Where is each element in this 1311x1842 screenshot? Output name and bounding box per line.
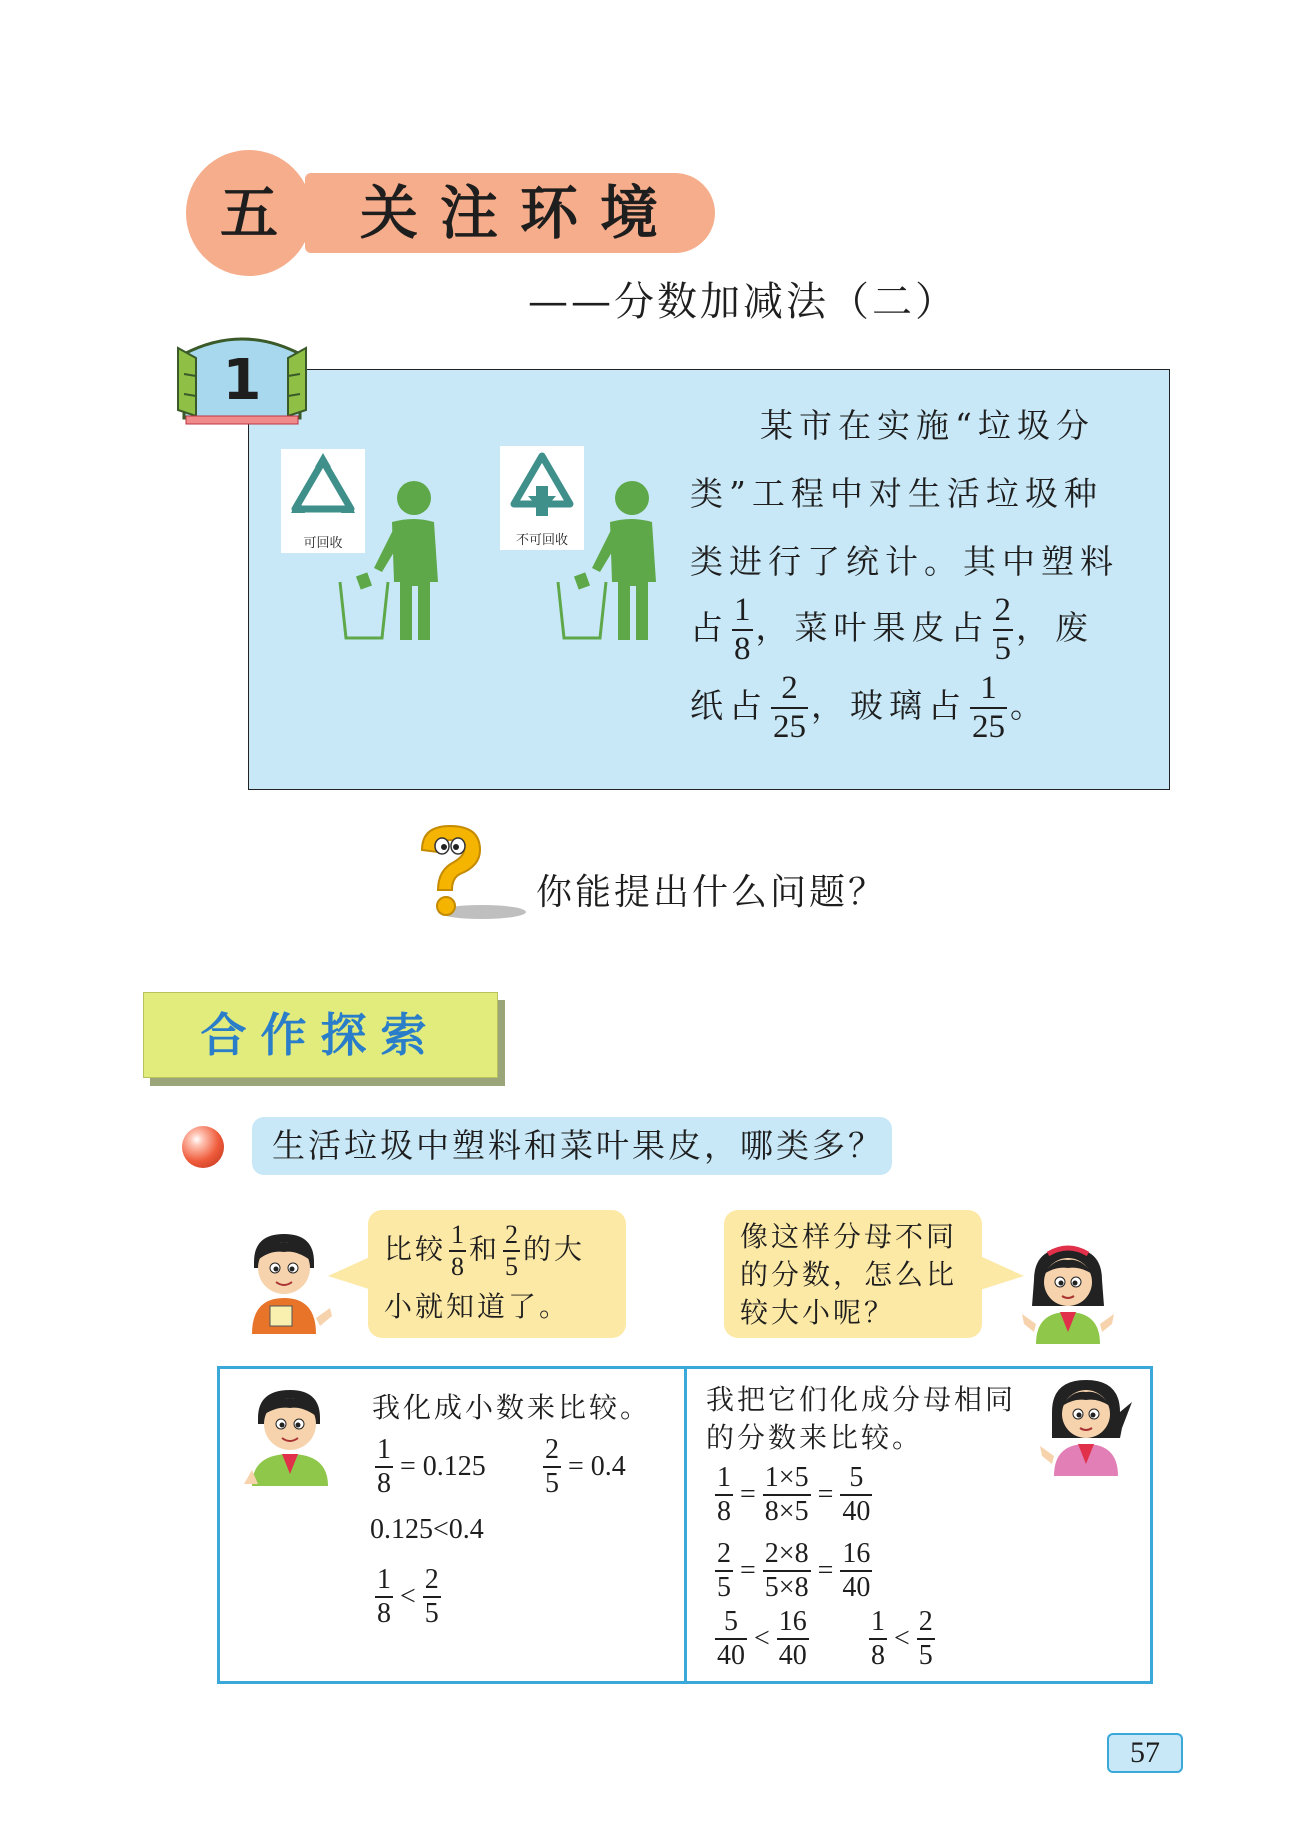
fraction <box>715 1608 747 1670</box>
boy-character-icon <box>244 1228 334 1334</box>
denominator: 8×5 <box>764 1496 809 1527</box>
numerator: 2 <box>715 1540 733 1572</box>
fraction <box>869 1608 887 1670</box>
denominator: 40 <box>717 1640 745 1671</box>
fraction <box>375 1436 393 1498</box>
fraction <box>375 1566 393 1628</box>
girl-character-icon <box>1020 1240 1116 1344</box>
boy-character-icon <box>244 1384 340 1486</box>
unit-title: 关注环境 <box>360 179 681 247</box>
method-right-eq <box>712 1464 875 1526</box>
denominator: 5 <box>918 1640 933 1671</box>
text: 的大 <box>523 1232 586 1266</box>
fraction <box>970 672 1007 744</box>
fraction <box>763 1540 811 1602</box>
method-left-eq <box>540 1436 630 1498</box>
numerator: 2 <box>771 672 808 709</box>
denominator: 25 <box>773 709 806 745</box>
method-right-intro: 我把它们化成分母相同 <box>706 1383 1017 1416</box>
method-left-intro: 我化成小数来比较。 <box>372 1391 652 1424</box>
question-mark-icon <box>408 820 528 922</box>
denominator: 5 <box>994 631 1011 667</box>
numerator: 5 <box>715 1608 747 1640</box>
method-left-result <box>372 1566 444 1628</box>
fraction <box>917 1608 935 1670</box>
example-text-line: 类”工程中对生活垃圾种 <box>690 474 1103 513</box>
equation-rhs: = 0.125 <box>400 1451 486 1482</box>
numerator: 2 <box>503 1222 520 1252</box>
girl-bubble-line: 像这样分母不同 <box>740 1220 958 1253</box>
method-left-eq <box>372 1436 490 1498</box>
numerator: 1 <box>715 1464 733 1496</box>
method-right-compare <box>712 1608 812 1670</box>
fraction <box>449 1222 466 1280</box>
non-recyclable-label: 不可回收 <box>515 533 568 548</box>
denominator: 5 <box>424 1598 439 1629</box>
fraction <box>715 1540 733 1602</box>
numerator: 1×5 <box>763 1464 811 1496</box>
example-text-line: 类进行了统计。其中塑料 <box>690 542 1119 581</box>
unit-number: 五 <box>219 179 278 247</box>
numerator: 1 <box>732 594 753 631</box>
girl-character-icon <box>1036 1372 1136 1476</box>
fraction <box>715 1464 733 1526</box>
operator: < <box>894 1623 910 1654</box>
text: 占 <box>690 608 729 647</box>
numerator: 5 <box>840 1464 872 1496</box>
coop-title: 合作探索 <box>200 1008 441 1062</box>
fraction <box>503 1222 520 1280</box>
denominator: 8 <box>377 1598 391 1629</box>
denominator: 5×8 <box>764 1572 809 1603</box>
numerator: 16 <box>777 1608 809 1640</box>
unit-subtitle: ——分数加减法（二） <box>528 279 958 325</box>
fraction <box>777 1608 809 1670</box>
denominator: 40 <box>842 1572 871 1603</box>
denominator: 5 <box>717 1572 731 1603</box>
numerator: 16 <box>840 1540 872 1572</box>
girl-bubble-line: 较大小呢？ <box>740 1296 896 1329</box>
denominator: 8 <box>451 1252 465 1281</box>
denominator: 40 <box>778 1640 807 1671</box>
bullet-ball-icon <box>182 1126 224 1168</box>
method-left-compare: 0.125<0.4 <box>370 1514 484 1545</box>
operator: = <box>740 1479 756 1510</box>
bubble-tail <box>328 1256 372 1292</box>
question-text: 你能提出什么问题？ <box>536 872 888 913</box>
method-right-intro: 的分数来比较。 <box>706 1421 924 1454</box>
bubble-tail <box>980 1256 1024 1292</box>
text: ，玻璃占 <box>811 686 967 725</box>
numerator: 1 <box>375 1436 393 1468</box>
recyclable-label: 可回收 <box>303 536 343 551</box>
denominator: 8 <box>734 631 751 667</box>
text: 纸占 <box>690 686 768 725</box>
fraction <box>543 1436 561 1498</box>
denominator: 5 <box>505 1252 519 1281</box>
text: 比较 <box>384 1232 447 1266</box>
fraction <box>771 672 808 744</box>
numerator: 2 <box>917 1608 935 1640</box>
numerator: 2 <box>543 1436 561 1468</box>
text: 和 <box>469 1232 501 1266</box>
numerator: 1 <box>449 1222 466 1252</box>
boy-bubble-line: 小就知道了。 <box>384 1290 571 1323</box>
page-number: 57 <box>1130 1736 1160 1769</box>
fraction <box>840 1464 872 1526</box>
operator: < <box>754 1623 770 1654</box>
example-text-line <box>690 594 1130 666</box>
text: ，菜叶果皮占 <box>755 608 990 647</box>
methods-divider <box>684 1366 687 1684</box>
coop-question: 生活垃圾中塑料和菜叶果皮，哪类多？ <box>272 1126 884 1165</box>
method-right-result <box>866 1608 938 1670</box>
operator: = <box>817 1479 834 1510</box>
boy-bubble-line <box>384 1222 585 1280</box>
text: ，废 <box>1016 608 1094 647</box>
operator: < <box>400 1581 416 1612</box>
denominator: 8 <box>871 1640 885 1671</box>
example-text-line <box>690 672 1130 744</box>
numerator: 2×8 <box>763 1540 811 1572</box>
girl-bubble-line: 的分数，怎么比 <box>740 1258 958 1291</box>
fraction <box>732 594 753 666</box>
numerator: 1 <box>869 1608 887 1640</box>
denominator: 5 <box>545 1468 559 1499</box>
denominator: 8 <box>717 1496 731 1527</box>
fraction <box>423 1566 441 1628</box>
example-number: 1 <box>222 348 262 413</box>
numerator: 2 <box>993 594 1014 631</box>
denominator: 40 <box>842 1496 871 1527</box>
numerator: 1 <box>375 1566 393 1598</box>
fraction <box>763 1464 811 1526</box>
person-trash-icon <box>552 478 668 644</box>
fraction <box>840 1540 872 1602</box>
example-text-line: 某市在实施“垃圾分 <box>760 406 1095 445</box>
numerator: 1 <box>970 672 1007 709</box>
fraction <box>993 594 1014 666</box>
denominator: 25 <box>972 709 1005 745</box>
equation-rhs: = 0.4 <box>568 1451 626 1482</box>
method-right-eq <box>712 1540 875 1602</box>
person-trash-icon <box>334 478 450 644</box>
text: 。 <box>1010 686 1049 725</box>
operator: = <box>817 1555 834 1586</box>
denominator: 8 <box>377 1468 391 1499</box>
operator: = <box>740 1555 756 1586</box>
numerator: 2 <box>423 1566 441 1598</box>
